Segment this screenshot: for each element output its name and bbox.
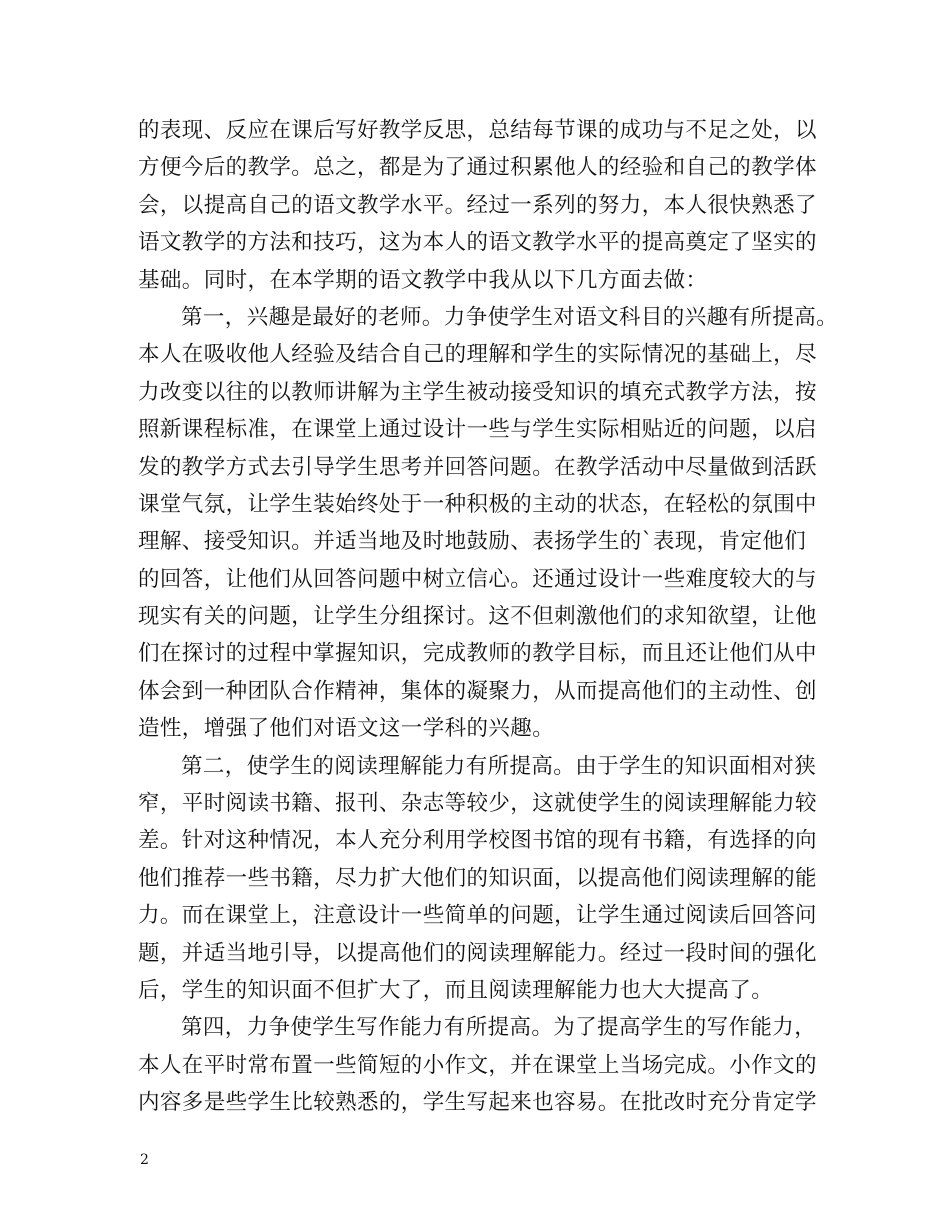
text-line: 会，以提高自己的语文教学水平。经过一系列的努力，本人很快熟悉了 xyxy=(138,192,817,218)
paragraph-first-line: 第二，使学生的阅读理解能力有所提高。由于学生的知识面相对狭 xyxy=(181,753,817,779)
text-line: 差。针对这种情况，本人充分利用学校图书馆的现有书籍，有选择的向 xyxy=(138,828,817,854)
text-line: 本人在平时常布置一些简短的小作文，并在课堂上当场完成。小作文的 xyxy=(138,1052,817,1078)
text-line: 方便今后的教学。总之，都是为了通过积累他人的经验和自己的教学体 xyxy=(138,155,817,181)
paragraph-first-line: 第一，兴趣是最好的老师。力争使学生对语文科目的兴趣有所提高。 xyxy=(181,304,839,330)
paragraph-first-line: 第四，力争使学生写作能力有所提高。为了提高学生的写作能力， xyxy=(181,1015,817,1041)
text-line: 的表现、反应在课后写好教学反思，总结每节课的成功与不足之处，以 xyxy=(138,118,817,143)
text-line: 造性，增强了他们对语文这一学科的兴趣。 xyxy=(138,716,555,742)
text-line: 现实有关的问题，让学生分组探讨。这不但刺激他们的求知欲望，让他 xyxy=(138,604,817,630)
text-line: 后，学生的知识面不但扩大了，而且阅读理解能力也大大提高了。 xyxy=(138,977,774,1003)
text-line: 语文教学的方法和技巧，这为本人的语文教学水平的提高奠定了坚实的 xyxy=(138,230,817,256)
text-line: 们在探讨的过程中掌握知识，完成教师的教学目标，而且还让他们从中 xyxy=(138,641,817,667)
text-line: 力改变以往的以教师讲解为主学生被动接受知识的填充式教学方法，按 xyxy=(138,379,817,405)
text-line: 本人在吸收他人经验及结合自己的理解和学生的实际情况的基础上，尽 xyxy=(138,342,817,368)
text-line: 窄，平时阅读书籍、报刊、杂志等较少，这就使学生的阅读理解能力较 xyxy=(138,791,817,817)
page-number: 2 xyxy=(140,1152,149,1168)
text-line: 力。而在课堂上，注意设计一些简单的问题，让学生通过阅读后回答问 xyxy=(138,903,817,929)
text-line: 发的教学方式去引导学生思考并回答问题。在教学活动中尽量做到活跃 xyxy=(138,454,817,480)
text-line: 课堂气氛，让学生装始终处于一种积极的主动的状态，在轻松的氛围中 xyxy=(138,491,817,517)
text-line: 理解、接受知识。并适当地及时地鼓励、表扬学生的`表现，肯定他们 xyxy=(138,529,807,555)
text-line: 题，并适当地引导，以提高他们的阅读理解能力。经过一段时间的强化 xyxy=(138,940,817,966)
text-line: 体会到一种团队合作精神，集体的凝聚力，从而提高他们的主动性、创 xyxy=(138,678,817,704)
text-line: 照新课程标准，在课堂上通过设计一些与学生实际相贴近的问题，以启 xyxy=(138,417,817,443)
text-line: 基础。同时，在本学期的语文教学中我从以下几方面去做： xyxy=(138,267,708,293)
body-text xyxy=(138,112,839,1122)
text-line: 内容多是些学生比较熟悉的，学生写起来也容易。在批改时充分肯定学 xyxy=(138,1090,817,1116)
text-line: 他们推荐一些书籍，尽力扩大他们的知识面，以提高他们阅读理解的能 xyxy=(138,865,817,891)
text-line: 的回答，让他们从回答问题中树立信心。还通过设计一些难度较大的与 xyxy=(138,566,817,592)
